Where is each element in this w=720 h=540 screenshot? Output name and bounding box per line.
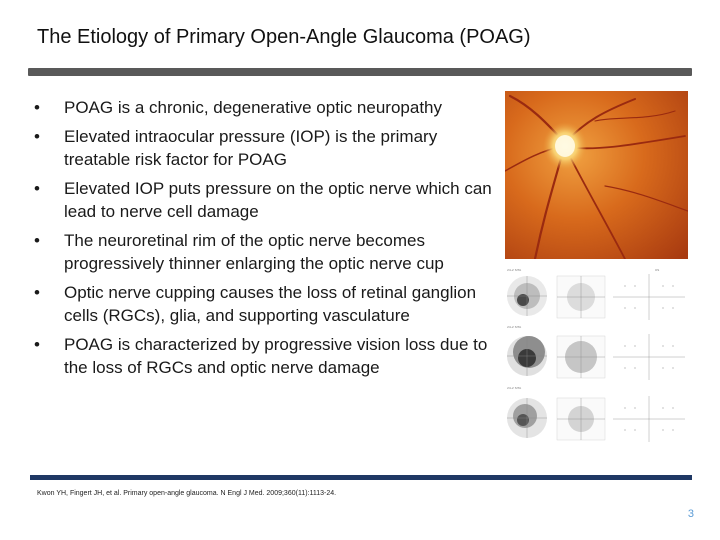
bullet-item bbox=[30, 177, 500, 224]
bullet-item bbox=[30, 229, 500, 276]
reference-divider bbox=[30, 475, 692, 480]
bullet-text: POAG is a chronic, degenerative optic neuropathy bbox=[64, 98, 442, 117]
svg-text:24-2 SITA: 24-2 SITA bbox=[507, 268, 522, 272]
svg-text:24-2 SITA: 24-2 SITA bbox=[507, 325, 522, 329]
svg-text:OS: OS bbox=[655, 268, 660, 272]
bullet-list bbox=[30, 96, 500, 385]
bullet-text: Elevated IOP puts pressure on the optic nerve which can lead to nerve cell damage bbox=[64, 178, 492, 221]
bullet-text: Optic nerve cupping causes the loss of retinal ganglion cells (RGCs), glia, and supporting vasculature bbox=[64, 282, 477, 325]
bullet-icon: • bbox=[34, 334, 40, 354]
slide-title: The Etiology of Primary Open-Angle Glaucoma (POAG) bbox=[37, 26, 531, 48]
bullet-icon: • bbox=[34, 230, 40, 250]
bullet-text: POAG is characterized by progressive vision loss due to the loss of RGCs and optic nerve damage bbox=[64, 334, 488, 377]
bullet-icon: • bbox=[34, 178, 40, 198]
svg-text:24-2 SITA: 24-2 SITA bbox=[507, 386, 522, 390]
bullet-item bbox=[30, 333, 500, 380]
optic-nerve-fundus-image bbox=[505, 91, 688, 259]
bullet-icon: • bbox=[34, 98, 40, 117]
bullet-item bbox=[30, 125, 500, 172]
citation: Kwon YH, Fingert JH, et al. Primary open-angle glaucoma. N Engl J Med. 2009;360(11):1113-24. bbox=[37, 490, 337, 497]
bullet-icon: • bbox=[34, 282, 40, 302]
visual-field-test-image bbox=[505, 266, 688, 467]
bullet-icon: • bbox=[34, 126, 40, 146]
title-divider bbox=[28, 68, 692, 76]
page-number: 3 bbox=[687, 508, 694, 520]
bullet-item bbox=[30, 96, 500, 120]
bullet-text: Elevated intraocular pressure (IOP) is the primary treatable risk factor for POAG bbox=[64, 126, 438, 169]
bullet-text: The neuroretinal rim of the optic nerve becomes progressively thinner enlarging the optic nerve cup bbox=[64, 230, 444, 273]
bullet-item bbox=[30, 281, 500, 328]
